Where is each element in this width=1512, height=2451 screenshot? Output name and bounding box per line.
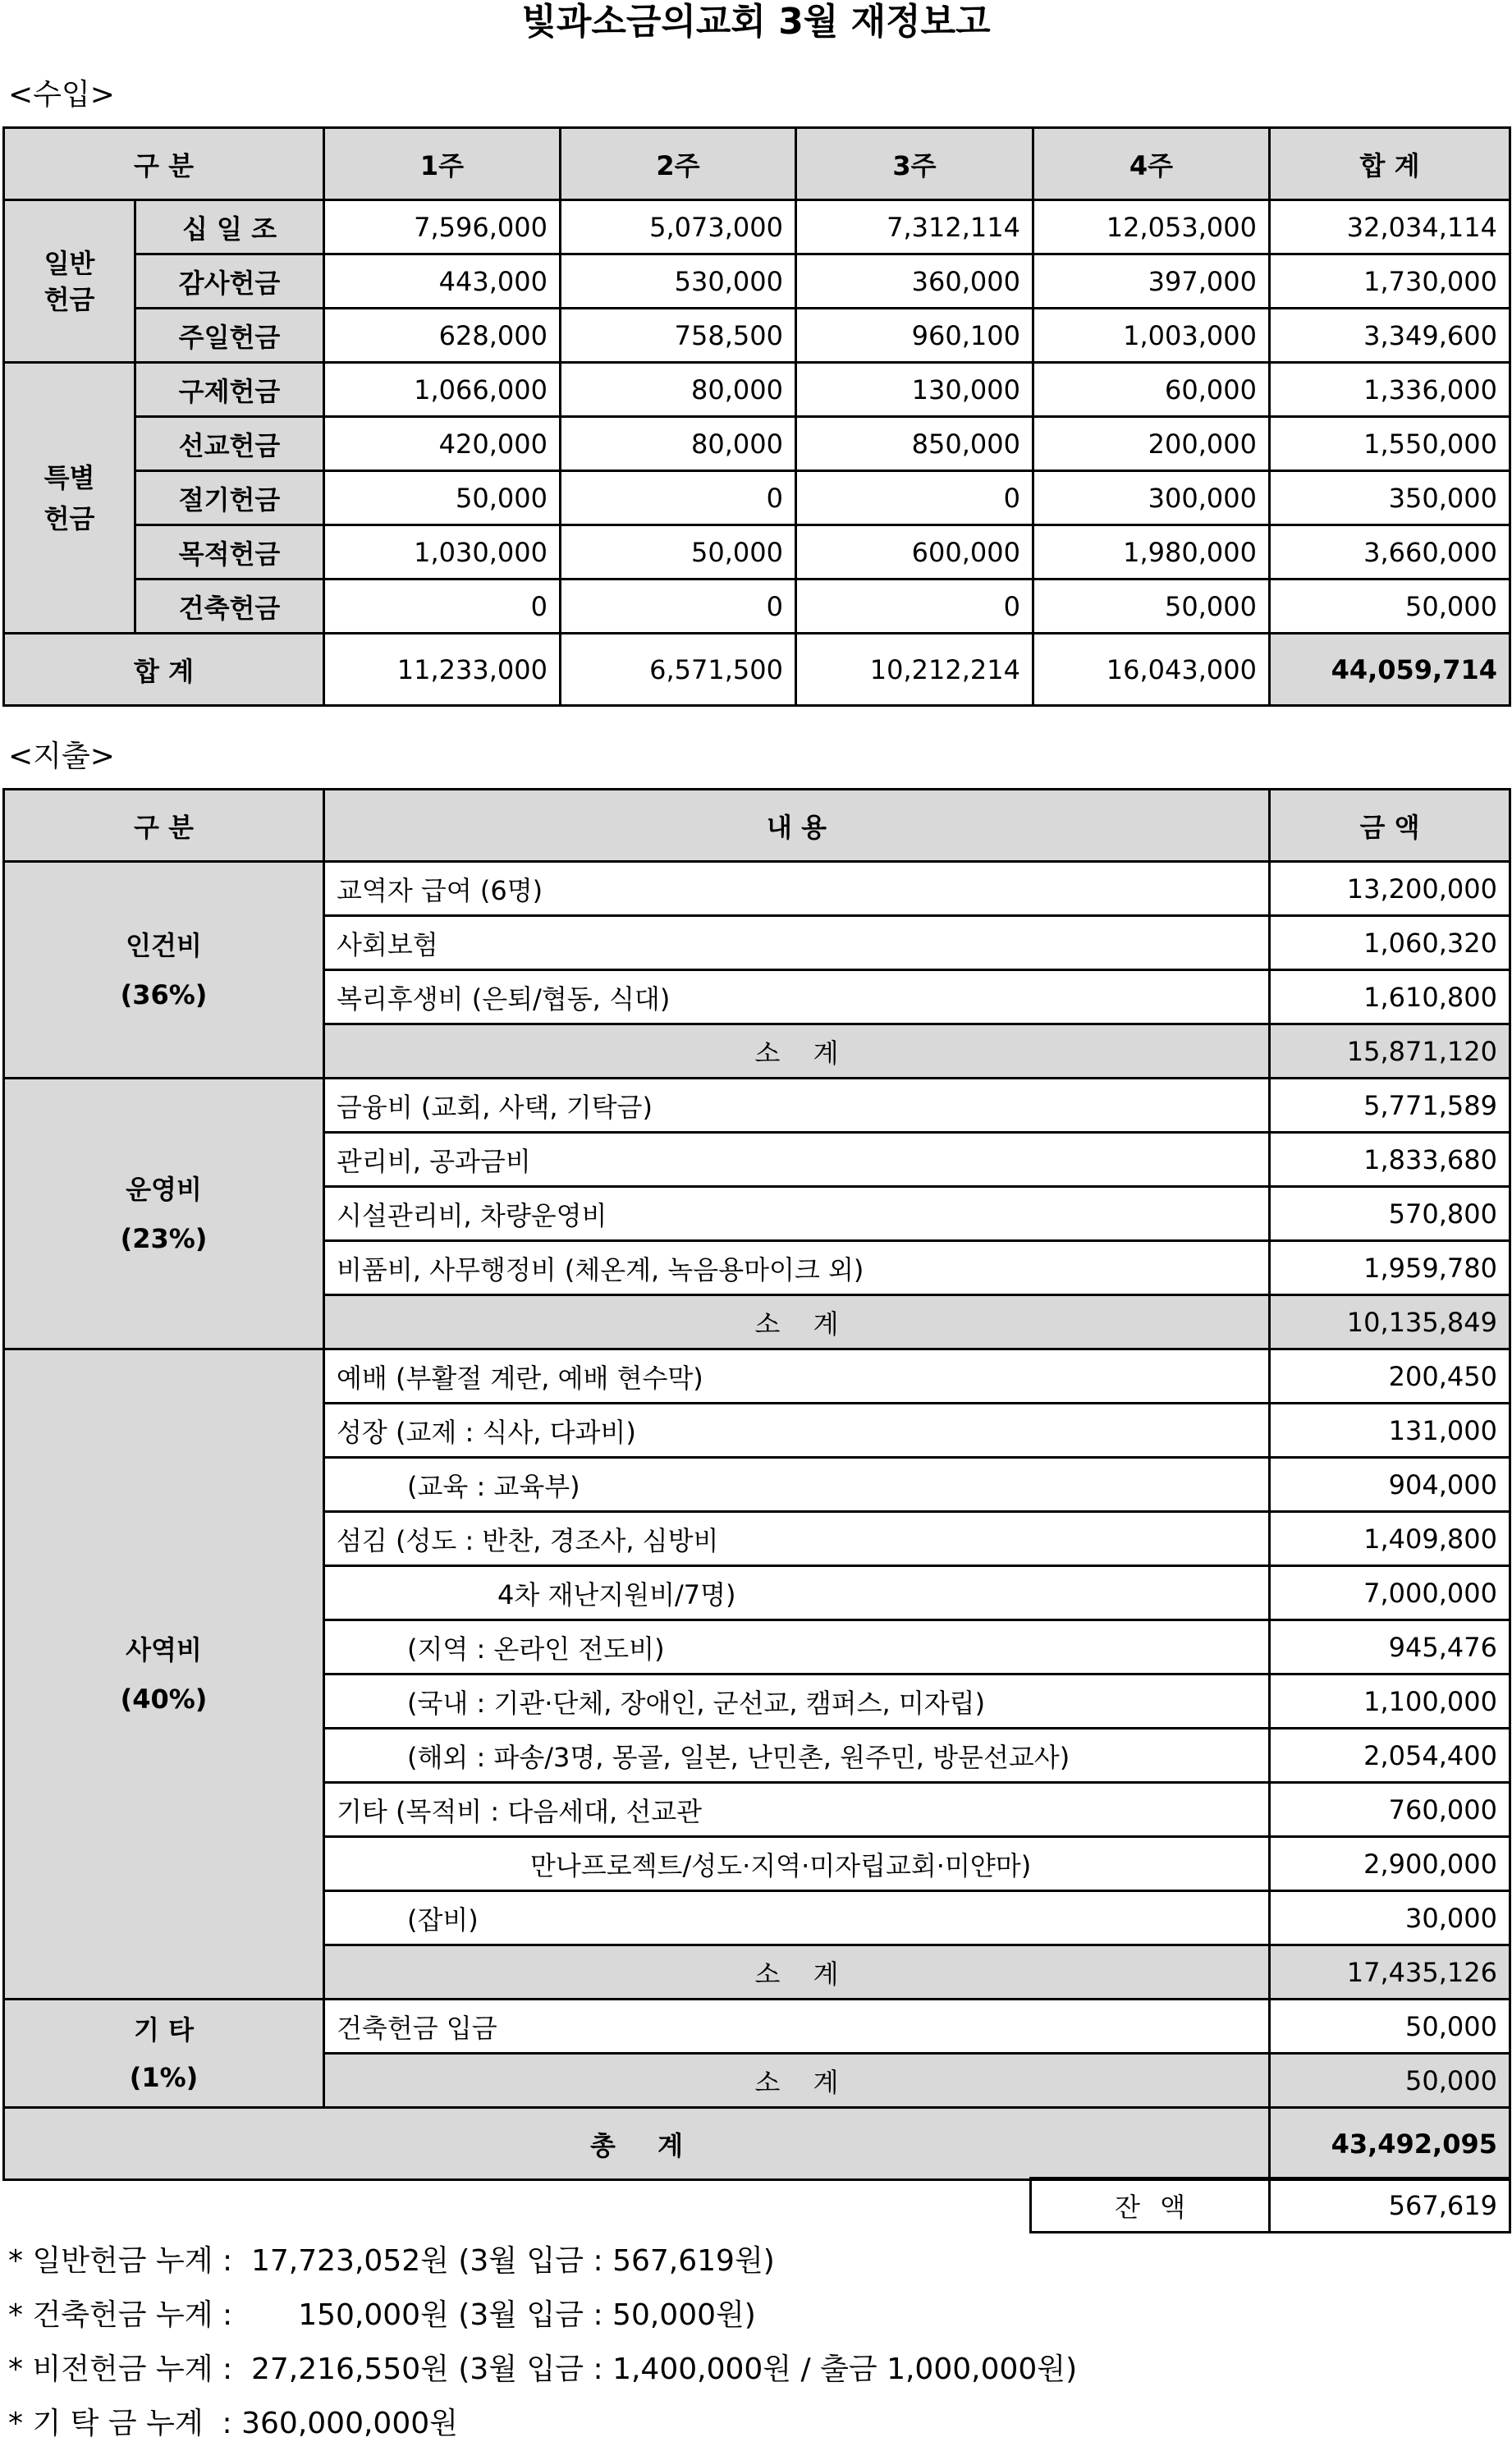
income-header-week4: 4주 [1033, 128, 1270, 200]
expense-amount: 945,476 [1270, 1620, 1510, 1674]
balance-amount: 567,619 [1270, 2178, 1510, 2233]
income-item: 목적헌금 [135, 525, 324, 580]
subtotal-amount: 10,135,849 [1270, 1295, 1510, 1349]
expense-amount: 1,409,800 [1270, 1512, 1510, 1566]
expense-desc: 건축헌금 입금 [324, 2000, 1270, 2054]
category-percent: (23%) [120, 1222, 208, 1254]
income-row [4, 254, 1510, 309]
category-name: 기 타 [134, 2013, 194, 2046]
subtotal-label: 소 계 [324, 1295, 1270, 1349]
income-cell: 0 [561, 580, 796, 634]
expense-desc: 교역자 급여 (6명) [324, 862, 1270, 916]
income-cell: 360,000 [796, 254, 1033, 309]
income-row [4, 417, 1510, 471]
expense-grand-total-row [4, 2108, 1510, 2180]
income-item: 선교헌금 [135, 417, 324, 471]
grand-total-label: 총 계 [4, 2108, 1270, 2180]
income-group-special: 특별 헌금 [4, 363, 135, 634]
income-cell: 5,073,000 [561, 200, 796, 254]
income-cell: 628,000 [324, 309, 561, 363]
expense-desc: (지역 : 온라인 전도비) [324, 1620, 1270, 1674]
income-header-row [4, 128, 1510, 200]
expense-amount: 904,000 [1270, 1458, 1510, 1512]
expense-desc: 예배 (부활절 계란, 예배 현수막) [324, 1349, 1270, 1404]
expense-amount: 570,800 [1270, 1187, 1510, 1241]
income-cell: 600,000 [796, 525, 1033, 580]
income-row [4, 309, 1510, 363]
subtotal-label: 소 계 [324, 1024, 1270, 1079]
income-cell: 50,000 [324, 471, 561, 525]
income-cell: 960,100 [796, 309, 1033, 363]
expense-header-row [4, 790, 1510, 862]
income-cell: 420,000 [324, 417, 561, 471]
income-cell: 50,000 [1033, 580, 1270, 634]
note-general-offering: * 일반헌금 누계 : 17,723,052원 (3월 입금 : 567,619원) [8, 2244, 775, 2278]
expense-desc: (잡비) [324, 1891, 1270, 1945]
expense-amount: 1,610,800 [1270, 970, 1510, 1024]
expense-amount: 5,771,589 [1270, 1079, 1510, 1133]
income-total-label: 합 계 [4, 634, 324, 706]
expense-row [4, 1349, 1510, 1404]
income-cell: 397,000 [1033, 254, 1270, 309]
income-cell-total: 3,349,600 [1270, 309, 1510, 363]
income-cell: 80,000 [561, 417, 796, 471]
income-header-week3: 3주 [796, 128, 1033, 200]
expense-amount: 7,000,000 [1270, 1566, 1510, 1620]
category-name: 운영비 [126, 1173, 202, 1205]
expense-row [4, 862, 1510, 916]
report-title: 빛과소금의교회 3월 재정보고 [521, 1, 991, 43]
income-item: 절기헌금 [135, 471, 324, 525]
income-cell: 0 [561, 471, 796, 525]
expense-amount: 760,000 [1270, 1783, 1510, 1837]
income-cell: 7,596,000 [324, 200, 561, 254]
income-total-week4: 16,043,000 [1033, 634, 1270, 706]
expense-category-personnel [4, 862, 324, 1079]
subtotal-amount: 17,435,126 [1270, 1945, 1510, 2000]
income-cell: 12,053,000 [1033, 200, 1270, 254]
income-cell: 758,500 [561, 309, 796, 363]
income-total-week1: 11,233,000 [324, 634, 561, 706]
expense-desc: 섬김 (성도 : 반찬, 경조사, 심방비 [324, 1512, 1270, 1566]
notes [8, 2234, 1077, 2451]
category-percent: (36%) [120, 978, 208, 1010]
expense-desc: 사회보험 [324, 916, 1270, 970]
note-vision-offering: * 비전헌금 누계 : 27,216,550원 (3월 입금 : 1,400,000원 / 출금 1,000,000원) [8, 2353, 1078, 2386]
income-item: 십 일 조 [135, 200, 324, 254]
income-cell: 1,003,000 [1033, 309, 1270, 363]
income-item: 구제헌금 [135, 363, 324, 417]
expense-section-label: <지출> [8, 740, 115, 773]
income-cell-total: 32,034,114 [1270, 200, 1510, 254]
income-cell: 850,000 [796, 417, 1033, 471]
expense-row [4, 1079, 1510, 1133]
expense-table [2, 788, 1511, 2181]
expense-amount: 2,900,000 [1270, 1837, 1510, 1891]
expense-category-ministry [4, 1349, 324, 2000]
expense-desc: (교육 : 교육부) [324, 1458, 1270, 1512]
balance-label: 잔 액 [1031, 2178, 1270, 2233]
expense-amount: 30,000 [1270, 1891, 1510, 1945]
expense-amount: 1,100,000 [1270, 1674, 1510, 1729]
expense-desc: 만나프로젝트/성도·지역·미자립교회·미얀마) [324, 1837, 1270, 1891]
category-name: 인건비 [126, 929, 202, 961]
expense-header-category: 구 분 [4, 790, 324, 862]
category-name: 사역비 [126, 1633, 202, 1665]
income-row [4, 471, 1510, 525]
income-cell-total: 350,000 [1270, 471, 1510, 525]
income-cell: 0 [796, 580, 1033, 634]
income-row [4, 363, 1510, 417]
expense-amount: 1,833,680 [1270, 1133, 1510, 1187]
expense-amount: 50,000 [1270, 2000, 1510, 2054]
income-cell: 0 [796, 471, 1033, 525]
income-cell-total: 50,000 [1270, 580, 1510, 634]
income-cell: 80,000 [561, 363, 796, 417]
income-cell-total: 1,730,000 [1270, 254, 1510, 309]
expense-desc: (해외 : 파송/3명, 몽골, 일본, 난민촌, 원주민, 방문선교사) [324, 1729, 1270, 1783]
expense-header-amount: 금 액 [1270, 790, 1510, 862]
income-total-week3: 10,212,214 [796, 634, 1033, 706]
income-cell: 60,000 [1033, 363, 1270, 417]
category-percent: (1%) [129, 2061, 199, 2093]
expense-category-operations [4, 1079, 324, 1349]
income-cell: 1,980,000 [1033, 525, 1270, 580]
note-building-offering: * 건축헌금 누계 : 150,000원 (3월 입금 : 50,000원) [8, 2298, 756, 2332]
expense-desc: 4차 재난지원비/7명) [324, 1566, 1270, 1620]
grand-total-amount: 43,492,095 [1270, 2108, 1510, 2180]
balance-row [1031, 2178, 1510, 2233]
income-total-row [4, 634, 1510, 706]
income-cell-total: 1,550,000 [1270, 417, 1510, 471]
income-cell: 130,000 [796, 363, 1033, 417]
income-header-week2: 2주 [561, 128, 796, 200]
expense-desc: 시설관리비, 차량운영비 [324, 1187, 1270, 1241]
income-cell: 200,000 [1033, 417, 1270, 471]
balance-table [1029, 2177, 1511, 2233]
income-item: 감사헌금 [135, 254, 324, 309]
subtotal-label: 소 계 [324, 1945, 1270, 2000]
expense-desc: (국내 : 기관·단체, 장애인, 군선교, 캠퍼스, 미자립) [324, 1674, 1270, 1729]
expense-amount: 1,060,320 [1270, 916, 1510, 970]
income-header-total: 합 계 [1270, 128, 1510, 200]
expense-amount: 2,054,400 [1270, 1729, 1510, 1783]
income-row [4, 580, 1510, 634]
subtotal-amount: 15,871,120 [1270, 1024, 1510, 1079]
expense-category-other [4, 2000, 324, 2108]
income-item: 건축헌금 [135, 580, 324, 634]
subtotal-amount: 50,000 [1270, 2054, 1510, 2108]
income-cell-total: 3,660,000 [1270, 525, 1510, 580]
income-item: 주일헌금 [135, 309, 324, 363]
income-section-label: <수입> [8, 78, 115, 112]
income-cell: 1,066,000 [324, 363, 561, 417]
expense-desc: 복리후생비 (은퇴/협동, 식대) [324, 970, 1270, 1024]
income-cell: 0 [324, 580, 561, 634]
expense-desc: 성장 (교제 : 식사, 다과비) [324, 1404, 1270, 1458]
expense-row [4, 2000, 1510, 2054]
expense-desc: 금융비 (교회, 사택, 기탁금) [324, 1079, 1270, 1133]
expense-amount: 13,200,000 [1270, 862, 1510, 916]
income-cell: 530,000 [561, 254, 796, 309]
income-cell: 1,030,000 [324, 525, 561, 580]
income-cell: 443,000 [324, 254, 561, 309]
expense-amount: 200,450 [1270, 1349, 1510, 1404]
income-header-category: 구 분 [4, 128, 324, 200]
income-grand-total: 44,059,714 [1270, 634, 1510, 706]
expense-header-content: 내 용 [324, 790, 1270, 862]
category-percent: (40%) [120, 1683, 208, 1715]
note-deposit: * 기 탁 금 누계 : 360,000,000원 [8, 2407, 458, 2440]
income-cell: 300,000 [1033, 471, 1270, 525]
income-cell-total: 1,336,000 [1270, 363, 1510, 417]
income-group-general: 일반 헌금 [4, 200, 135, 363]
income-header-week1: 1주 [324, 128, 561, 200]
income-row [4, 525, 1510, 580]
expense-desc: 비품비, 사무행정비 (체온계, 녹음용마이크 외) [324, 1241, 1270, 1295]
income-total-week2: 6,571,500 [561, 634, 796, 706]
expense-amount: 131,000 [1270, 1404, 1510, 1458]
income-row [4, 200, 1510, 254]
income-table [2, 126, 1511, 707]
expense-amount: 1,959,780 [1270, 1241, 1510, 1295]
expense-desc: 관리비, 공과금비 [324, 1133, 1270, 1187]
income-cell: 50,000 [561, 525, 796, 580]
expense-desc: 기타 (목적비 : 다음세대, 선교관 [324, 1783, 1270, 1837]
income-cell: 7,312,114 [796, 200, 1033, 254]
subtotal-label: 소 계 [324, 2054, 1270, 2108]
